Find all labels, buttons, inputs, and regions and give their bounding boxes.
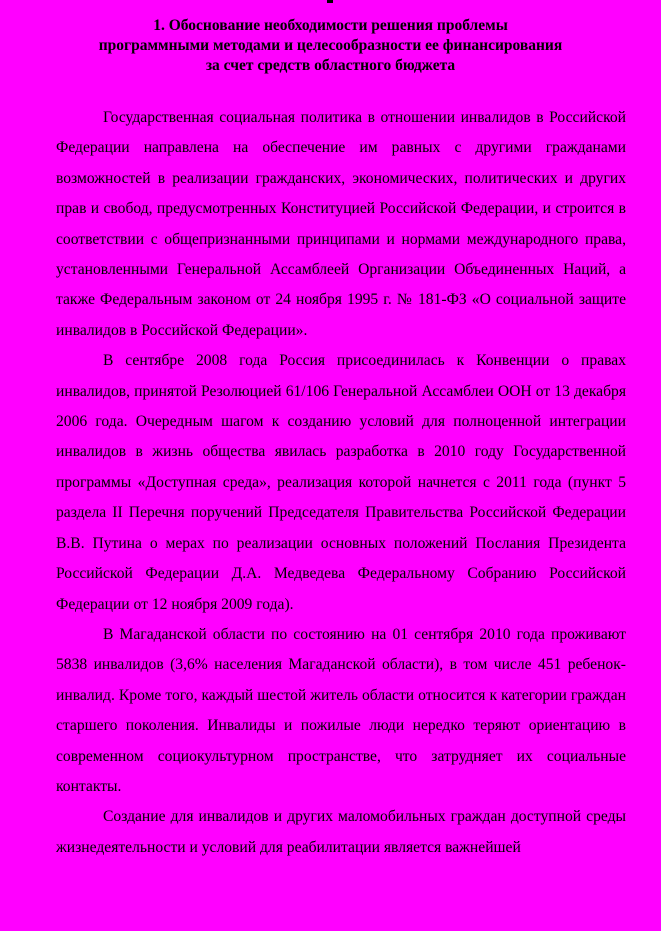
page-top-mark (327, 0, 333, 3)
document-body (56, 103, 626, 863)
paragraph-1: Государственная социальная политика в отношении инвалидов в Российской Федерации направлена на обеспечение им равных с другими гражданами возможностей в реализации гражданских, экономических, политических и других прав и свобод, предусмотренных Конституцией Российской Федерации, и строится в соответствии с общепризнанными принципами и нормами международного права, установленными Генеральной Ассамблеей Организации Объединенных Наций, а также Федеральным законом от 24 ноября 1995 г. № 181-ФЗ «О социальной защите инвалидов в Российской Федерации». (56, 109, 626, 339)
paragraph-4: Создание для инвалидов и других маломобильных граждан доступной среды жизнедеятельности и условий для реабилитации является важнейшей (56, 808, 626, 856)
heading-line-1: 1. Обоснование необходимости решения проблемы (153, 17, 508, 34)
paragraph-3: В Магаданской области по состоянию на 01 сентября 2010 года проживают 5838 инвалидов (3,6% населения Магаданской области), в том числе 451 ребенок-инвалид. Кроме того, каждый шестой житель области относится к категории граждан старшего поколения. Инвалиды и пожилые люди нередко теряют ориентацию в современном социокультурном пространстве, что затрудняет их социальные контакты. (56, 625, 626, 795)
heading-line-2: программными методами и целесообразности ее финансирования (98, 37, 563, 54)
heading-line-3: за счет средств областного бюджета (205, 57, 456, 74)
paragraph-2: В сентябре 2008 года Россия присоединилась к Конвенции о правах инвалидов, принятой Резолюцией 61/106 Генеральной Ассамблеи ООН от 13 декабря 2006 года. Очередным шагом к созданию условий для полноценной интеграции инвалидов в жизнь общества явилась разработка в 2010 году Государственной программы «Доступная среда», реализация которой начнется с 2011 года (пункт 5 раздела II Перечня поручений Председателя Правительства Российской Федерации В.В. Путина о мерах по реализации основных положений Послания Президента Российской Федерации Д.А. Медведева Федеральному Собранию Российской Федерации от 12 ноября 2009 года). (56, 352, 626, 613)
section-heading (40, 16, 621, 76)
